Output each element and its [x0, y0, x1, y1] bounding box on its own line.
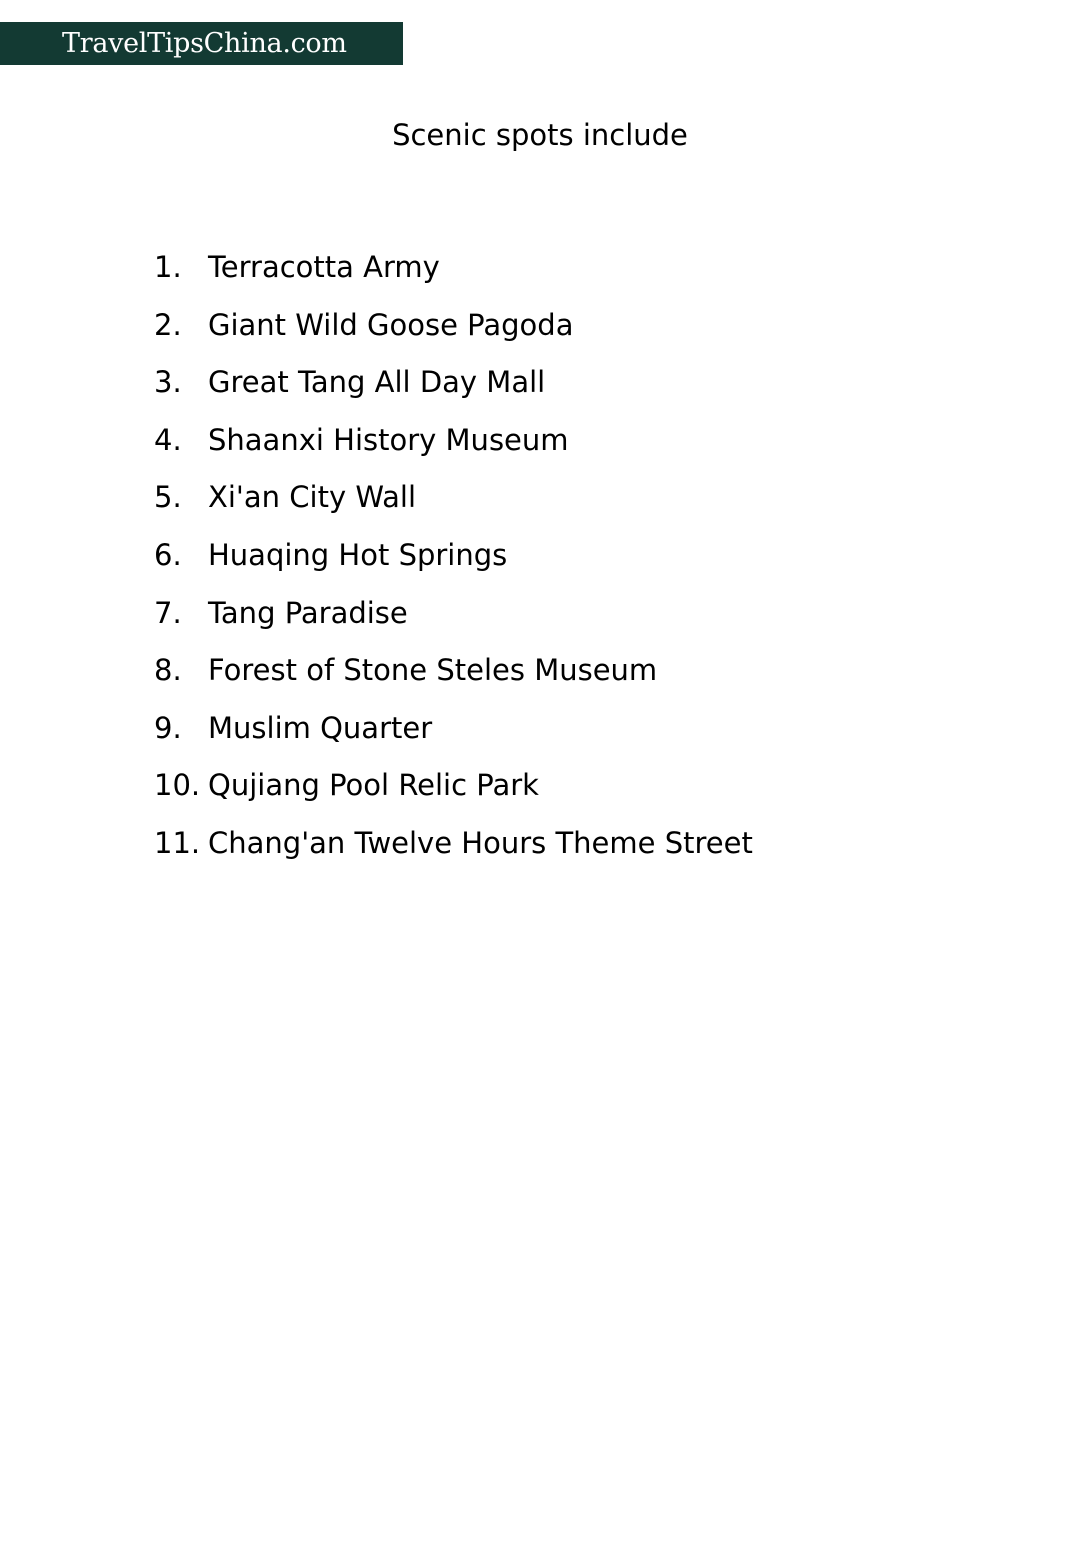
list-item: [154, 822, 753, 880]
list-item: [154, 534, 753, 592]
list-item-number: 8.: [154, 653, 182, 688]
list-item-name: Forest of Stone Steles Museum: [208, 653, 658, 688]
list-item: [154, 476, 753, 534]
list-item-name: Qujiang Pool Relic Park: [208, 768, 539, 803]
list-item: [154, 419, 753, 477]
list-item-name: Terracotta Army: [208, 250, 440, 284]
list-item-name: Huaqing Hot Springs: [208, 537, 508, 572]
list-item-name: Muslim Quarter: [208, 710, 433, 745]
list-item: [154, 707, 753, 765]
list-item-number: 2.: [154, 307, 182, 342]
list-item: [154, 246, 753, 304]
list-item-number: 1.: [154, 250, 182, 284]
list-item-number: 10.: [154, 768, 201, 803]
brand-banner: [0, 22, 403, 65]
list-item: [154, 649, 753, 707]
list-item-name: Shaanxi History Museum: [208, 422, 569, 457]
list-item-number: 7.: [154, 595, 182, 630]
list-item-name: Giant Wild Goose Pagoda: [208, 307, 574, 342]
list-item: [154, 361, 753, 419]
list-item-number: 5.: [154, 480, 182, 515]
list-item-number: 11.: [154, 825, 201, 860]
list-item-name: Chang'an Twelve Hours Theme Street: [208, 825, 753, 860]
list-item: [154, 304, 753, 362]
site-name: TravelTipsChina.com: [62, 28, 347, 59]
list-item: [154, 764, 753, 822]
list-item-number: 9.: [154, 710, 182, 745]
list-item-number: 4.: [154, 422, 182, 457]
page-title: Scenic spots include: [392, 118, 688, 152]
list-item-name: Xi'an City Wall: [208, 480, 417, 515]
list-item-number: 3.: [154, 365, 182, 400]
list-item-number: 6.: [154, 537, 182, 572]
list-item-name: Tang Paradise: [208, 595, 408, 630]
list-item-name: Great Tang All Day Mall: [208, 365, 546, 400]
scenic-spot-list: [154, 246, 753, 880]
list-item: [154, 592, 753, 650]
